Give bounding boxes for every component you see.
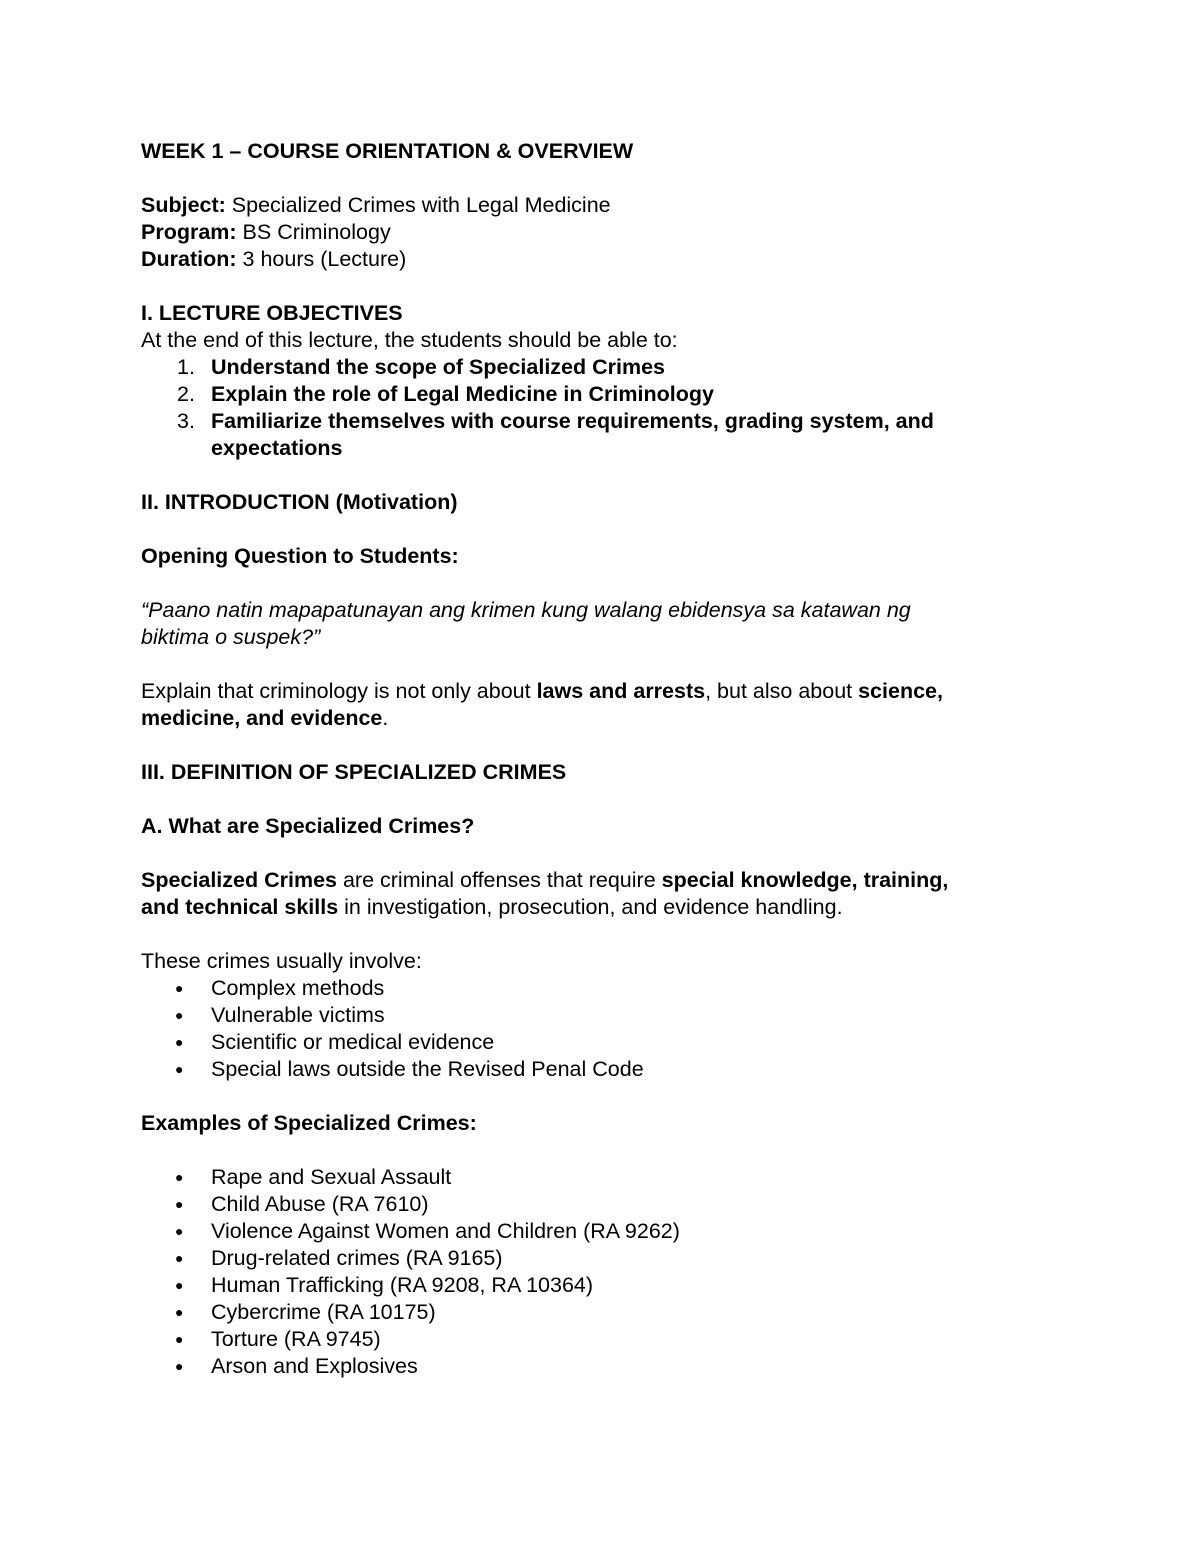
objectives-heading: I. LECTURE OBJECTIVES (141, 301, 403, 325)
duration-label: Duration: (141, 247, 237, 271)
list-item (141, 1326, 1041, 1353)
list-item-text: Vulnerable victims (211, 1003, 385, 1027)
list-item (141, 1056, 1041, 1083)
explain-text: . (382, 706, 389, 730)
list-item-text: Scientific or medical evidence (211, 1030, 495, 1054)
bullet-icon: ● (175, 1169, 184, 1185)
objective-item (141, 381, 1041, 408)
list-item (141, 975, 1041, 1002)
list-item (141, 1299, 1041, 1326)
definition-text: in investigation, prosecution, and evidence handling. (338, 895, 843, 919)
subject-line (141, 192, 1041, 219)
list-item-text: Complex methods (211, 976, 385, 1000)
list-item (141, 1164, 1041, 1191)
explain-text: , but also about (705, 679, 859, 703)
objective-text: Explain the role of Legal Medicine in Criminology (211, 382, 714, 406)
duration-line (141, 246, 1041, 273)
opening-question-quote-continued: biktima o suspek?” (141, 625, 321, 649)
bullet-icon: ● (175, 1196, 184, 1212)
explain-emphasis: science, (858, 679, 943, 703)
examples-heading: Examples of Specialized Crimes: (141, 1111, 477, 1135)
objective-item (141, 354, 1041, 381)
definition-emphasis: special knowledge, training, (661, 868, 949, 892)
bullet-icon: ● (175, 1223, 184, 1239)
definition-term: Specialized Crimes (141, 868, 337, 892)
duration-value: 3 hours (Lecture) (236, 247, 407, 271)
subject-value: Specialized Crimes with Legal Medicine (225, 193, 611, 217)
document-page (141, 138, 1041, 1380)
list-item-text: Violence Against Women and Children (RA 9262) (211, 1219, 680, 1243)
list-item (141, 1002, 1041, 1029)
bullet-icon: ● (175, 1331, 184, 1347)
explain-paragraph-continued (141, 705, 1041, 732)
objective-text-continued: expectations (211, 436, 343, 460)
list-item (141, 1218, 1041, 1245)
list-item-text: Drug-related crimes (RA 9165) (211, 1246, 503, 1270)
list-item-text: Special laws outside the Revised Penal Code (211, 1057, 644, 1081)
program-value: BS Criminology (236, 220, 391, 244)
program-label: Program: (141, 220, 237, 244)
list-item (141, 1191, 1041, 1218)
objective-item (141, 408, 1041, 435)
bullet-icon: ● (175, 1034, 184, 1050)
list-item-text: Arson and Explosives (211, 1354, 418, 1378)
definition-paragraph (141, 867, 1041, 894)
objective-text: Familiarize themselves with course requirements, grading system, and (211, 409, 934, 433)
document-title: WEEK 1 – COURSE ORIENTATION & OVERVIEW (141, 139, 634, 163)
list-item-text: Rape and Sexual Assault (211, 1165, 452, 1189)
subject-label: Subject: (141, 193, 226, 217)
list-item (141, 1029, 1041, 1056)
explain-emphasis: medicine, and evidence (141, 706, 383, 730)
objectives-intro: At the end of this lecture, the students should be able to: (141, 328, 678, 352)
objective-number: 3. (177, 409, 195, 433)
definition-emphasis: and technical skills (141, 895, 339, 919)
list-item (141, 1272, 1041, 1299)
list-item-text: Human Trafficking (RA 9208, RA 10364) (211, 1273, 594, 1297)
definition-heading: III. DEFINITION OF SPECIALIZED CRIMES (141, 760, 567, 784)
program-line (141, 219, 1041, 246)
definition-subheading: A. What are Specialized Crimes? (141, 814, 475, 838)
bullet-icon: ● (175, 1250, 184, 1266)
list-item-text: Cybercrime (RA 10175) (211, 1300, 436, 1324)
bullet-icon: ● (175, 980, 184, 996)
bullet-icon: ● (175, 1061, 184, 1077)
list-item (141, 1245, 1041, 1272)
list-item-text: Child Abuse (RA 7610) (211, 1192, 429, 1216)
definition-text: are criminal offenses that require (336, 868, 662, 892)
objective-number: 1. (177, 355, 195, 379)
objective-text: Understand the scope of Specialized Crimes (211, 355, 666, 379)
opening-question-quote: “Paano natin mapapatunayan ang krimen kung walang ebidensya sa katawan ng (141, 598, 911, 622)
explain-emphasis: laws and arrests (536, 679, 706, 703)
bullet-icon: ● (175, 1304, 184, 1320)
explain-text: Explain that criminology is not only about (141, 679, 537, 703)
involve-intro: These crimes usually involve: (141, 949, 422, 973)
definition-paragraph-continued (141, 894, 1041, 921)
bullet-icon: ● (175, 1007, 184, 1023)
opening-question-label: Opening Question to Students: (141, 544, 459, 568)
explain-paragraph (141, 678, 1041, 705)
bullet-icon: ● (175, 1277, 184, 1293)
objective-number: 2. (177, 382, 195, 406)
list-item (141, 1353, 1041, 1380)
bullet-icon: ● (175, 1358, 184, 1374)
list-item-text: Torture (RA 9745) (211, 1327, 381, 1351)
introduction-heading: II. INTRODUCTION (Motivation) (141, 490, 458, 514)
